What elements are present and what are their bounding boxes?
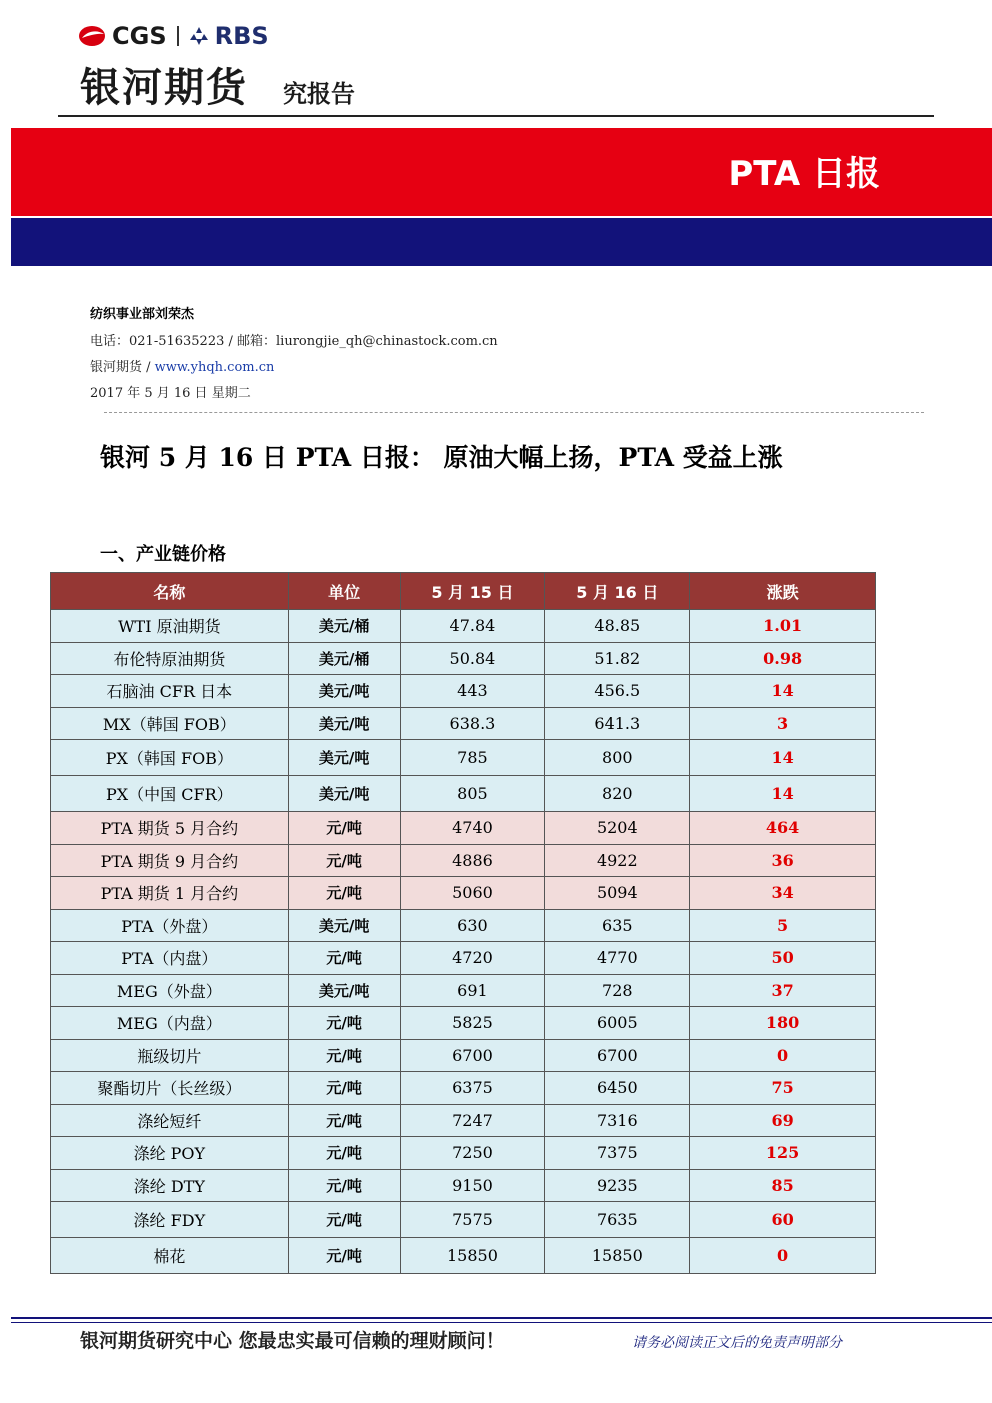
cell-may15: 15850: [400, 1238, 545, 1274]
cell-change: 0: [690, 1238, 876, 1274]
cell-may16: 456.5: [545, 675, 690, 708]
company-line: [90, 356, 274, 375]
cell-may15: 7575: [400, 1202, 545, 1238]
footer-rule: [11, 1317, 992, 1319]
cell-change: 14: [690, 675, 876, 708]
table-row: [51, 675, 876, 708]
cell-unit: 元/吨: [288, 877, 400, 910]
cell-name: PX（韩国 FOB）: [51, 740, 289, 776]
logo-divider: [177, 26, 179, 46]
cell-name: MX（韩国 FOB）: [51, 707, 289, 740]
cell-change: 37: [690, 974, 876, 1007]
price-table: [50, 572, 876, 1274]
cell-name: 涤纶 FDY: [51, 1202, 289, 1238]
cell-change: 5: [690, 909, 876, 942]
cell-change: 69: [690, 1104, 876, 1137]
cell-unit: 美元/桶: [288, 642, 400, 675]
table-row: [51, 1039, 876, 1072]
cell-unit: 元/吨: [288, 1007, 400, 1040]
cell-may15: 785: [400, 740, 545, 776]
cell-change: 85: [690, 1169, 876, 1202]
cell-unit: 元/吨: [288, 942, 400, 975]
company-logo: [78, 22, 269, 50]
cell-unit: 美元/吨: [288, 707, 400, 740]
cell-may15: 50.84: [400, 642, 545, 675]
cell-may16: 6005: [545, 1007, 690, 1040]
cell-name: MEG（内盘）: [51, 1007, 289, 1040]
cell-name: 涤纶 DTY: [51, 1169, 289, 1202]
table-header-row: [51, 573, 876, 610]
cell-may16: 800: [545, 740, 690, 776]
cell-unit: 元/吨: [288, 1137, 400, 1170]
cell-change: 0.98: [690, 642, 876, 675]
cell-name: 棉花: [51, 1238, 289, 1274]
col-header-change: 涨跌: [690, 573, 876, 610]
cell-change: 50: [690, 942, 876, 975]
cell-may16: 728: [545, 974, 690, 1007]
cell-unit: 元/吨: [288, 1238, 400, 1274]
cell-may15: 630: [400, 909, 545, 942]
cgs-swirl-icon: [78, 24, 106, 48]
section-title: 一、产业链价格: [100, 544, 226, 565]
cell-may16: 48.85: [545, 610, 690, 643]
table-row: [51, 610, 876, 643]
col-header-name: 名称: [51, 573, 289, 610]
author-dept: 纺织事业部刘荣杰: [90, 307, 195, 322]
cell-may16: 5204: [545, 812, 690, 845]
cell-may16: 51.82: [545, 642, 690, 675]
table-row: [51, 1007, 876, 1040]
cell-unit: 元/吨: [288, 1072, 400, 1105]
cell-change: 0: [690, 1039, 876, 1072]
author-contact: 电话：021-51635223 / 邮箱：liurongjie_qh@chinastock.com.cn: [90, 334, 498, 349]
col-header-unit: 单位: [288, 573, 400, 610]
cell-unit: 美元/吨: [288, 675, 400, 708]
cell-change: 14: [690, 776, 876, 812]
cell-change: 14: [690, 740, 876, 776]
banner-title: PTA 日报: [728, 154, 880, 194]
cell-unit: 元/吨: [288, 1104, 400, 1137]
table-body: [51, 610, 876, 1274]
cell-change: 36: [690, 844, 876, 877]
website-link[interactable]: www.yhqh.com.cn: [154, 360, 275, 375]
cell-name: PTA（外盘）: [51, 909, 289, 942]
cell-may16: 7635: [545, 1202, 690, 1238]
cell-unit: 元/吨: [288, 1202, 400, 1238]
cell-name: 布伦特原油期货: [51, 642, 289, 675]
cell-name: 石脑油 CFR 日本: [51, 675, 289, 708]
table-row: [51, 1104, 876, 1137]
table-row: [51, 1202, 876, 1238]
cell-unit: 美元/吨: [288, 909, 400, 942]
cell-may15: 4886: [400, 844, 545, 877]
cell-may15: 5825: [400, 1007, 545, 1040]
table-row: [51, 877, 876, 910]
footer-disclaimer-note: 请务必阅读正文后的免责声明部分: [632, 1335, 842, 1351]
cell-unit: 美元/吨: [288, 974, 400, 1007]
cell-name: WTI 原油期货: [51, 610, 289, 643]
banner-stripe: [11, 218, 992, 266]
cell-may15: 7247: [400, 1104, 545, 1137]
table-row: [51, 740, 876, 776]
cell-change: 34: [690, 877, 876, 910]
cell-may16: 6450: [545, 1072, 690, 1105]
report-type: 究报告: [283, 80, 355, 108]
cell-change: 1.01: [690, 610, 876, 643]
cell-name: 聚酯切片（长丝级）: [51, 1072, 289, 1105]
cell-may15: 6375: [400, 1072, 545, 1105]
company-name: 银河期货 /: [90, 360, 155, 375]
cell-may15: 6700: [400, 1039, 545, 1072]
cell-may16: 9235: [545, 1169, 690, 1202]
cell-unit: 美元/吨: [288, 776, 400, 812]
col-header-may15: 5 月 15 日: [400, 573, 545, 610]
cell-may15: 691: [400, 974, 545, 1007]
cell-may16: 15850: [545, 1238, 690, 1274]
footer-slogan: 银河期货研究中心 您最忠实最可信赖的理财顾问！: [80, 1330, 505, 1352]
table-row: [51, 844, 876, 877]
cell-name: PTA 期货 9 月合约: [51, 844, 289, 877]
cell-unit: 美元/桶: [288, 610, 400, 643]
cell-may15: 638.3: [400, 707, 545, 740]
cell-may15: 805: [400, 776, 545, 812]
cell-may16: 6700: [545, 1039, 690, 1072]
cell-name: 涤纶 POY: [51, 1137, 289, 1170]
cell-change: 75: [690, 1072, 876, 1105]
cell-may16: 635: [545, 909, 690, 942]
table-row: [51, 707, 876, 740]
cell-change: 125: [690, 1137, 876, 1170]
table-row: [51, 942, 876, 975]
cell-change: 464: [690, 812, 876, 845]
table-row: [51, 1169, 876, 1202]
cell-may15: 9150: [400, 1169, 545, 1202]
table-row: [51, 974, 876, 1007]
cell-change: 60: [690, 1202, 876, 1238]
table-row: [51, 642, 876, 675]
dashed-divider: [104, 412, 924, 413]
cell-may15: 47.84: [400, 610, 545, 643]
cell-may15: 443: [400, 675, 545, 708]
logo-cgs-text: CGS: [112, 22, 167, 50]
cell-may16: 4770: [545, 942, 690, 975]
cell-change: 3: [690, 707, 876, 740]
header-divider: [58, 115, 934, 117]
table-row: [51, 1238, 876, 1274]
cell-may15: 4740: [400, 812, 545, 845]
cell-name: PX（中国 CFR）: [51, 776, 289, 812]
cell-unit: 元/吨: [288, 1039, 400, 1072]
cell-name: 瓶级切片: [51, 1039, 289, 1072]
cell-name: PTA（内盘）: [51, 942, 289, 975]
cell-may16: 5094: [545, 877, 690, 910]
logo-rbs-text: RBS: [214, 22, 269, 50]
table-row: [51, 776, 876, 812]
cell-may16: 641.3: [545, 707, 690, 740]
cell-unit: 元/吨: [288, 812, 400, 845]
brand-name: 银河期货: [80, 65, 248, 111]
cell-name: 涤纶短纤: [51, 1104, 289, 1137]
cell-change: 180: [690, 1007, 876, 1040]
cell-unit: 元/吨: [288, 844, 400, 877]
cell-may15: 5060: [400, 877, 545, 910]
rbs-daisy-icon: [189, 26, 209, 46]
cell-unit: 元/吨: [288, 1169, 400, 1202]
cell-may15: 4720: [400, 942, 545, 975]
footer-rule-thin: [11, 1322, 992, 1323]
table-row: [51, 909, 876, 942]
cell-may16: 820: [545, 776, 690, 812]
table-row: [51, 1137, 876, 1170]
cell-name: PTA 期货 5 月合约: [51, 812, 289, 845]
cell-name: PTA 期货 1 月合约: [51, 877, 289, 910]
table-row: [51, 1072, 876, 1105]
report-title: 银河 5 月 16 日 PTA 日报： 原油大幅上扬，PTA 受益上涨: [100, 443, 783, 472]
cell-name: MEG（外盘）: [51, 974, 289, 1007]
cell-may16: 7316: [545, 1104, 690, 1137]
cell-may16: 7375: [545, 1137, 690, 1170]
col-header-may16: 5 月 16 日: [545, 573, 690, 610]
table-row: [51, 812, 876, 845]
cell-may15: 7250: [400, 1137, 545, 1170]
cell-may16: 4922: [545, 844, 690, 877]
report-date: 2017 年 5 月 16 日 星期二: [90, 386, 251, 401]
cell-unit: 美元/吨: [288, 740, 400, 776]
